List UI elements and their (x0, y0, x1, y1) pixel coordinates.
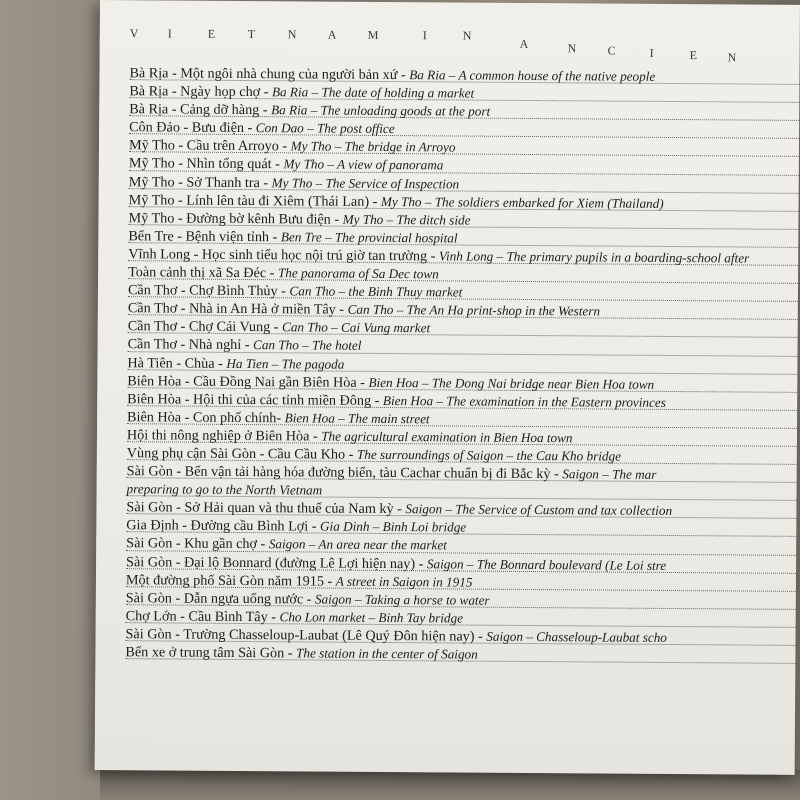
entry-english: Can Tho – The An Ha print-shop in the Western (347, 301, 601, 319)
entry-text (129, 119, 395, 137)
entry-text (126, 518, 466, 536)
entry-text (126, 590, 490, 609)
book-page (95, 0, 800, 775)
entry-vietnamese: Mỹ Tho - Cầu trên Arroyo - (128, 137, 291, 155)
entry-vietnamese: Cần Thơ - Nhà in An Hà ở miền Tây - (127, 300, 348, 318)
entry-english: Saigon – The Service of Custom and tax collection (405, 501, 673, 519)
entry-english: Saigon – The mar (562, 466, 657, 482)
entry-text (127, 373, 654, 393)
entry-text (129, 156, 444, 174)
entry-english: Ben Tre – The provincial hospital (280, 229, 458, 246)
entry-english: Bien Hoa – The examination in the Eastern provinces (382, 392, 666, 410)
entry-text (127, 481, 323, 498)
entry-vietnamese: Mỹ Tho - Sở Thanh tra - (128, 173, 272, 191)
entry-text (125, 644, 477, 662)
entry-vietnamese: Hội thi nông nghiệp ở Biên Hòa - (126, 427, 322, 445)
entry-text (128, 264, 439, 282)
entry-english: The panorama of Sa Dec town (277, 265, 439, 282)
entry-text (128, 228, 457, 246)
entry-english: The surroundings of Saigon – the Cau Kho bridge (356, 446, 622, 464)
entry-vietnamese: Hà Tiên - Chùa - (127, 354, 227, 372)
header-letter: I (422, 28, 427, 43)
entry-english: My Tho – The Service of Inspection (271, 174, 460, 192)
entry-english: The agricultural examination in Bien Hoa town (321, 428, 573, 446)
entry-text (127, 409, 430, 427)
entry-english: Saigon – The Bonnard boulevard (Le Loi stre (426, 555, 667, 573)
contents-entry (125, 643, 800, 666)
entry-vietnamese: Mỹ Tho - Nhìn tổng quát - (128, 155, 284, 173)
entry-vietnamese: Sài Gòn - Dẫn ngựa uống nước - (125, 589, 316, 608)
page-shadow (100, 770, 800, 800)
entry-english: Con Dao – The post office (255, 120, 395, 137)
entry-vietnamese: Vùng phụ cận Sài Gòn - Cầu Cầu Kho - (126, 445, 358, 463)
entry-vietnamese: Chợ Lớn - Cầu Bình Tây - (125, 608, 280, 626)
entry-english: A street in Saigon in 1915 (335, 573, 473, 590)
entry-vietnamese: Sài Gòn - Khu gần chợ - (126, 535, 269, 553)
entry-english: My Tho – The ditch side (342, 211, 471, 228)
entry-text (129, 83, 474, 101)
entry-text (128, 337, 362, 355)
entry-english: Can Tho – Cai Vung market (281, 319, 431, 336)
entry-vietnamese: Bến xe ở trung tâm Sài Gòn - (125, 644, 297, 662)
entry-text (126, 536, 447, 554)
header-letter: A (327, 27, 337, 42)
entry-vietnamese: Sài Gòn - Bến vận tải hàng hóa đường biển, tàu Cachar chuẩn bị đi Bắc kỳ - (126, 463, 563, 483)
entry-text (127, 391, 666, 411)
entry-vietnamese: Bến Tre - Bệnh viện tỉnh - (128, 228, 281, 246)
entry-english: Can Tho – the Binh Thuy market (289, 283, 463, 300)
header-letter: I (649, 45, 654, 60)
entry-vietnamese: Toàn cảnh thị xã Sa Đéc - (128, 264, 279, 282)
entry-vietnamese: Sài Gòn - Sở Hải quan và thu thuế của Nam kỳ - (126, 499, 406, 518)
entry-english: Ba Ria – A common house of the native people (409, 67, 656, 84)
entry-text (129, 174, 460, 192)
entry-vietnamese: Bà Rịa - Một ngôi nhà chung của người bản xứ - (129, 65, 410, 84)
entry-english: Bien Hoa – The main street (284, 410, 430, 427)
entry-vietnamese: Côn Đảo - Bưu điện - (129, 119, 256, 137)
entry-english: Gia Dinh – Binh Loi bridge (319, 518, 467, 535)
entry-english: Ba Ria – The unloading goods at the port (271, 102, 491, 119)
entry-text (127, 445, 621, 464)
header-letter: T (247, 27, 256, 42)
entry-english: Ba Ria – The date of holding a market (271, 84, 475, 101)
entry-text (129, 101, 490, 120)
entry-vietnamese: Sài Gòn - Đại lộ Bonnard (đường Lê Lợi hiện nay) - (126, 553, 428, 572)
header-letter: A (519, 36, 529, 51)
header-letter: M (367, 27, 379, 42)
entry-vietnamese: Cần Thơ - Chợ Cái Vung - (127, 318, 283, 336)
entry-english: My Tho – A view of panorama (283, 156, 444, 173)
header-letter: N (287, 27, 297, 42)
entry-english: Vinh Long – The primary pupils in a boarding-school after (438, 248, 750, 266)
entry-english: Saigon – An area near the market (268, 536, 447, 553)
entry-vietnamese: Vĩnh Long - Học sinh tiểu học nội trú giờ tan trường - (128, 246, 440, 265)
contents-list (125, 64, 800, 666)
entry-vietnamese: Một đường phố Sài Gòn năm 1915 - (125, 571, 336, 590)
entry-text (127, 427, 573, 446)
entry-english: My Tho – The soldiers embarked for Xiem (Thailand) (380, 193, 664, 211)
entry-text (128, 282, 462, 300)
entry-text (126, 572, 473, 590)
header-letter: C (607, 43, 616, 58)
entry-english: preparing to go to the North Vietnam (126, 481, 323, 498)
entry-vietnamese: Sài Gòn - Trường Chasseloup-Laubat (Lê Quý Đôn hiện nay) - (125, 626, 487, 645)
entry-english: Bien Hoa – The Dong Nai bridge near Bien Hoa town (368, 374, 655, 392)
entry-text (128, 210, 470, 228)
entry-vietnamese: Bà Rịa - Ngày họp chợ - (129, 83, 273, 101)
entry-vietnamese: Mỹ Tho - Đường bờ kênh Bưu điện - (128, 209, 343, 228)
entry-english: My Tho – The bridge in Arroyo (290, 138, 456, 155)
entry-text (126, 608, 463, 626)
entry-english: Ha Tien – The pagoda (226, 355, 345, 372)
entry-vietnamese: Bà Rịa - Cảng dỡ hàng - (129, 101, 272, 119)
entry-text (129, 138, 456, 156)
entry-vietnamese: Biên Hòa - Cầu Đồng Nai gần Biên Hòa - (127, 372, 369, 391)
entry-vietnamese: Cần Thơ - Nhà nghỉ - (127, 336, 254, 354)
header-letter: E (689, 48, 698, 63)
entry-vietnamese: Cần Thơ - Chợ Bình Thủy - (127, 282, 290, 300)
header-letter: E (207, 26, 216, 41)
entry-text (127, 355, 344, 373)
header-letter: N (567, 41, 577, 56)
entry-vietnamese: Biên Hòa - Hội thi của các tỉnh miền Đông - (127, 390, 383, 409)
entry-text (128, 300, 600, 319)
entry-text (129, 192, 664, 212)
entry-vietnamese: Mỹ Tho - Lính lên tàu đi Xiêm (Thái Lan) - (128, 191, 381, 210)
entry-text (128, 319, 431, 337)
entry-english: The station in the center of Saigon (296, 645, 478, 662)
entry-text (126, 554, 666, 574)
entry-english: Saigon – Taking a horse to water (314, 591, 490, 608)
entry-vietnamese: Gia Định - Đường cầu Bình Lợi - (126, 517, 321, 535)
header-letter: N (462, 28, 472, 43)
header-letter: I (167, 26, 172, 41)
entry-english: Can Tho – The hotel (252, 337, 362, 354)
entry-english: Saigon – Chasseloup-Laubat scho (486, 628, 667, 645)
running-header (128, 26, 800, 65)
entry-vietnamese: Biên Hòa - Con phố chính- (127, 408, 285, 427)
header-letter: V (129, 26, 139, 41)
header-letter: N (727, 50, 737, 65)
entry-english: Cho Lon market – Binh Tay bridge (279, 609, 464, 626)
